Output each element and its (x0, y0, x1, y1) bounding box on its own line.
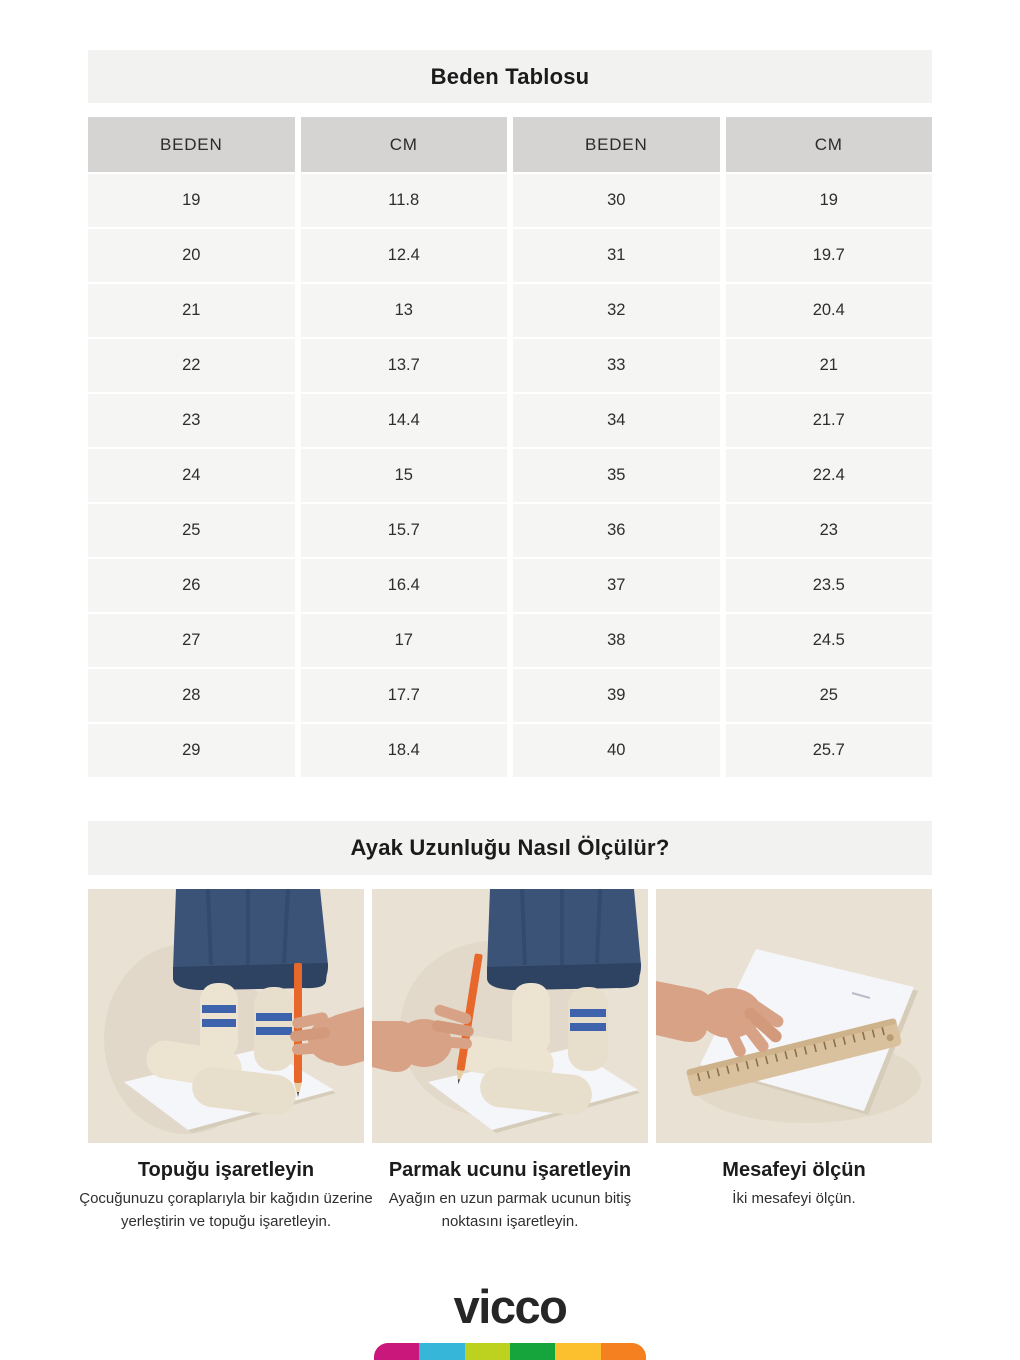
table-cell: 32 (513, 284, 720, 337)
table-cell: 31 (513, 229, 720, 282)
color-bar-segment (555, 1343, 600, 1360)
table-cell: 22.4 (726, 449, 933, 502)
measure-steps (79, 889, 932, 1233)
vicco-logo: vicco (453, 1280, 567, 1333)
size-table (88, 117, 932, 777)
table-cell: 27 (88, 614, 295, 667)
table-cell: 40 (513, 724, 720, 777)
table-cell: 25 (726, 669, 933, 722)
table-cell: 24 (88, 449, 295, 502)
table-cell: 37 (513, 559, 720, 612)
step-description: Çocuğunuzu çoraplarıyla bir kağıdın üzerine yerleştirin ve topuğu işaretleyin. (79, 1190, 373, 1230)
measure-section-title: Ayak Uzunluğu Nasıl Ölçülür? (350, 835, 670, 860)
color-bar-segment (510, 1343, 555, 1360)
size-table-title: Beden Tablosu (430, 63, 590, 89)
table-cell: 30 (513, 174, 720, 227)
table-cell: 12.4 (301, 229, 508, 282)
table-cell: 29 (88, 724, 295, 777)
table-cell: 20 (88, 229, 295, 282)
table-header-cell: BEDEN (88, 117, 295, 172)
table-cell: 16.4 (301, 559, 508, 612)
jeans (173, 889, 328, 990)
table-cell: 21 (726, 339, 933, 392)
mark-heel-photo (88, 889, 364, 1143)
table-cell: 19 (726, 174, 933, 227)
mark-toe-photo (372, 889, 648, 1143)
pencil (294, 963, 302, 1097)
table-cell: 21.7 (726, 394, 933, 447)
table-cell: 34 (513, 394, 720, 447)
table-cell: 25 (88, 504, 295, 557)
size-table-title-band (88, 50, 932, 103)
step-title: Parmak ucunu işaretleyin (388, 1159, 632, 1181)
table-cell: 39 (513, 669, 720, 722)
table-cell: 13.7 (301, 339, 508, 392)
brand-color-bar (374, 1343, 646, 1360)
table-cell: 38 (513, 614, 720, 667)
table-cell: 22 (88, 339, 295, 392)
table-cell: 11.8 (301, 174, 508, 227)
table-cell: 20.4 (726, 284, 933, 337)
table-cell: 17 (301, 614, 508, 667)
table-cell: 33 (513, 339, 720, 392)
table-cell: 28 (88, 669, 295, 722)
table-header-cell: BEDEN (513, 117, 720, 172)
color-bar-segment (601, 1343, 646, 1360)
table-cell: 23.5 (726, 559, 933, 612)
table-cell: 36 (513, 504, 720, 557)
table-cell: 23 (726, 504, 933, 557)
table-cell: 17.7 (301, 669, 508, 722)
table-cell: 24.5 (726, 614, 933, 667)
step-description: Ayağın en uzun parmak ucunun bitiş noktasını işaretleyin. (388, 1190, 632, 1230)
table-cell: 14.4 (301, 394, 508, 447)
table-cell: 15.7 (301, 504, 508, 557)
table-cell: 19 (88, 174, 295, 227)
color-bar-segment (465, 1343, 510, 1360)
jeans (487, 889, 641, 990)
table-cell: 18.4 (301, 724, 508, 777)
color-bar-segment (419, 1343, 464, 1360)
table-cell: 35 (513, 449, 720, 502)
table-cell: 25.7 (726, 724, 933, 777)
brand-footer (0, 1280, 1020, 1360)
table-cell: 21 (88, 284, 295, 337)
step-measure-distance (656, 889, 932, 1233)
step-mark-heel (79, 889, 373, 1233)
measure-distance-photo (656, 889, 932, 1143)
step-description: İki mesafeyi ölçün. (732, 1190, 856, 1207)
color-bar-segment (374, 1343, 419, 1360)
table-header-cell: CM (301, 117, 508, 172)
step-title: Mesafeyi ölçün (722, 1159, 866, 1181)
step-title: Topuğu işaretleyin (137, 1159, 315, 1181)
table-cell: 19.7 (726, 229, 933, 282)
table-cell: 26 (88, 559, 295, 612)
measure-section-band (88, 821, 932, 875)
table-cell: 15 (301, 449, 508, 502)
table-cell: 13 (301, 284, 508, 337)
step-mark-toe (372, 889, 648, 1233)
table-cell: 23 (88, 394, 295, 447)
table-header-cell: CM (726, 117, 933, 172)
